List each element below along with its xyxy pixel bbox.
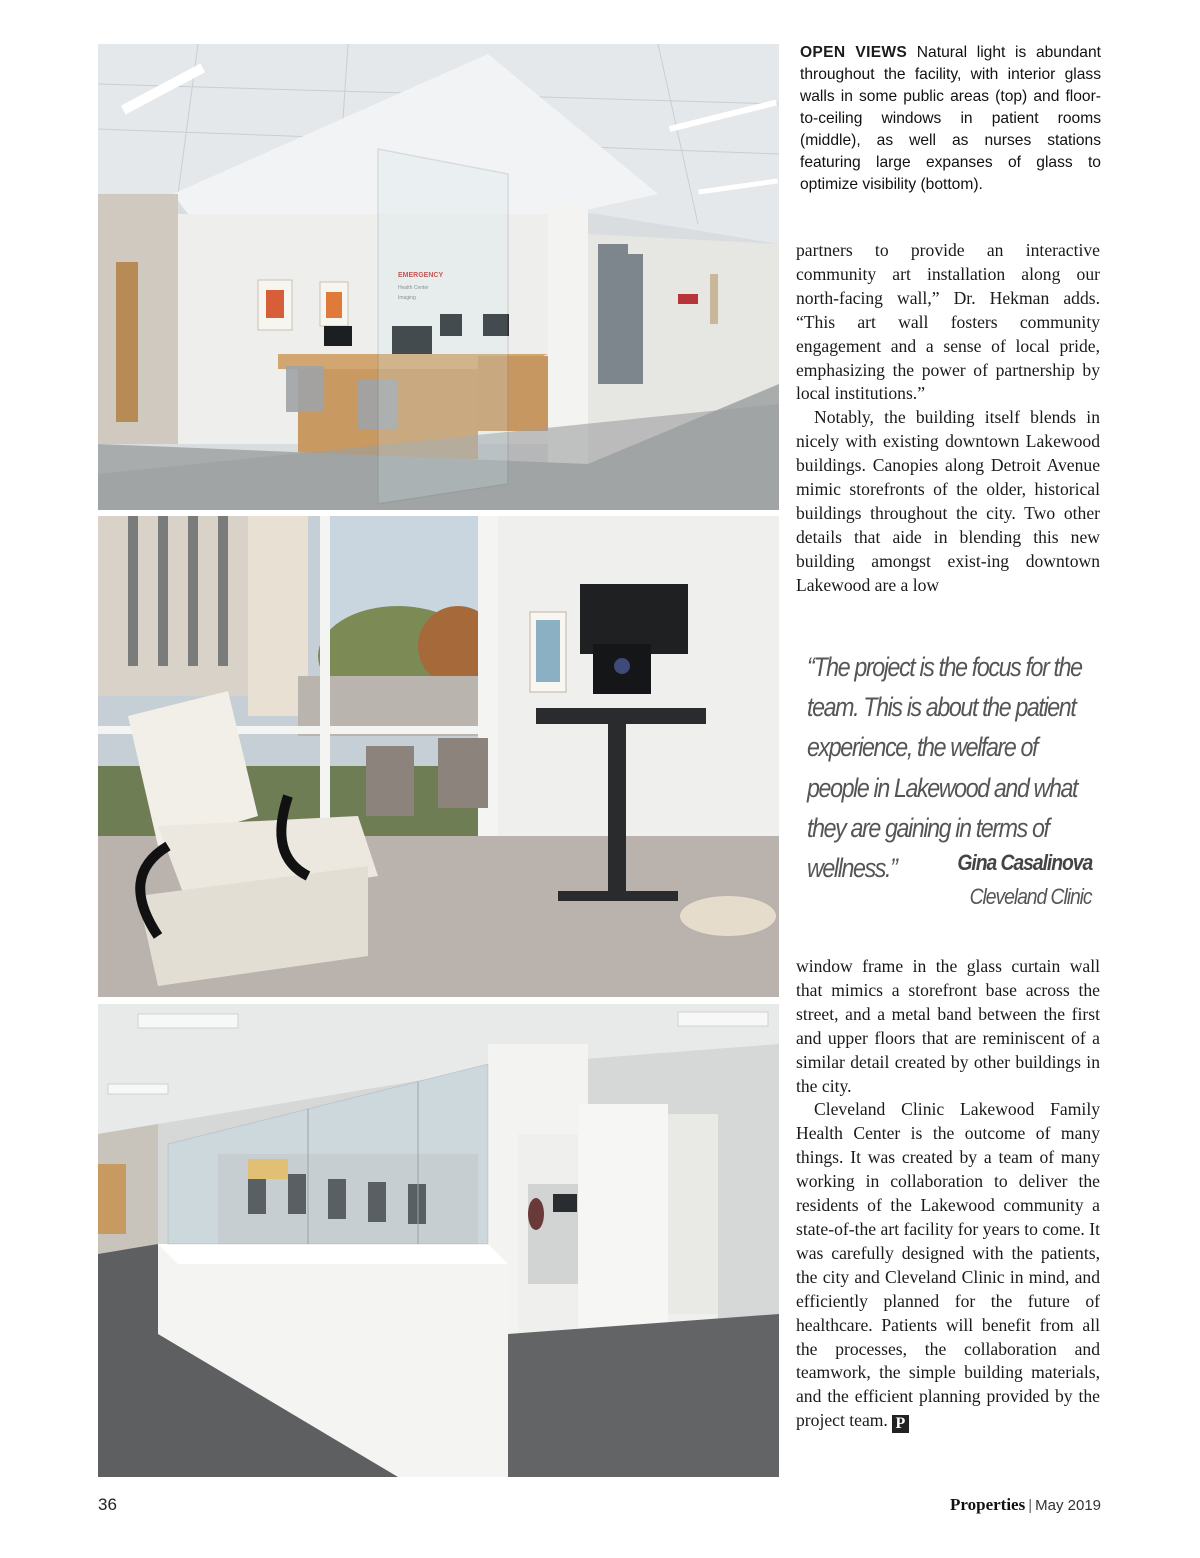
pull-quote: “The project is the focus for the team. This is about the patient experience, the welfare of people in Lakewood and what they are gaining in terms of wellness.” (807, 652, 1082, 884)
photo-caption (800, 42, 1101, 196)
lobby-illustration (98, 44, 779, 510)
caption-heading: OPEN VIEWS (800, 44, 908, 61)
footer-separator: | (1028, 1497, 1033, 1514)
photo-lobby-glass-wall (98, 44, 779, 510)
article-column-upper (796, 239, 1100, 598)
publication-name: Properties (950, 1495, 1026, 1514)
emergency-sign-line1: Health Center (398, 285, 429, 291)
quote-attribution-name: Gina Casalinova (957, 850, 1092, 875)
photo-patient-exam-room (98, 516, 779, 997)
emergency-sign-line2: Imaging (398, 295, 416, 301)
page-number: 36 (98, 1495, 117, 1514)
running-footer (950, 1495, 1101, 1515)
issue-date: May 2019 (1035, 1497, 1101, 1514)
paragraph: partners to provide an interactive community art installation along our north-facing wall,” Dr. Hekman adds. “This art wall fosters community engagement and a sense of local pride, emphasizing the power of partnership by local institutions.” (796, 240, 1100, 404)
caption-text: Natural light is abundant throughout the facility, with interior glass walls in some public areas (top) and floor-to-ceiling windows in patient rooms (middle), as well as nurses stations featuring large expanses of glass to optimize visibility (bottom). (800, 44, 1101, 193)
paragraph: window frame in the glass curtain wall that mimics a storefront base across the street, and a metal band between the first and upper floors that are reminiscent of a similar detail created by other buildings in the city. (796, 956, 1100, 1096)
exam-room-illustration (98, 516, 779, 997)
article-column-lower (796, 955, 1100, 1433)
end-mark-icon: P (892, 1415, 909, 1433)
paragraph: Notably, the building itself blends in nicely with existing downtown Lakewood buildings. Canopies along Detroit Avenue mimic storefronts of the older, historical buildings throughout the city. Two other details that aide in blending this new building amongst exist-ing downtown Lakewood are a low (796, 407, 1100, 595)
emergency-sign-title: EMERGENCY (398, 272, 444, 279)
nurses-station-illustration (98, 1004, 779, 1477)
quote-attribution-org: Cleveland Clinic (970, 884, 1092, 909)
photo-nurses-station (98, 1004, 779, 1477)
paragraph-final (796, 1098, 1100, 1433)
paragraph-text: Cleveland Clinic Lakewood Family Health Center is the outcome of many things. It was created by a team of many working in collaboration to deliver the residents of the Lakewood community a state-of-the art facility for years to come. It was carefully designed with the patients, the city and Cleveland Clinic in mind, and efficiently planned for the future of healthcare. Patients will benefit from all the processes, the collaboration and teamwork, the simple building materials, and the efficient planning provided by the project team. (796, 1099, 1100, 1431)
